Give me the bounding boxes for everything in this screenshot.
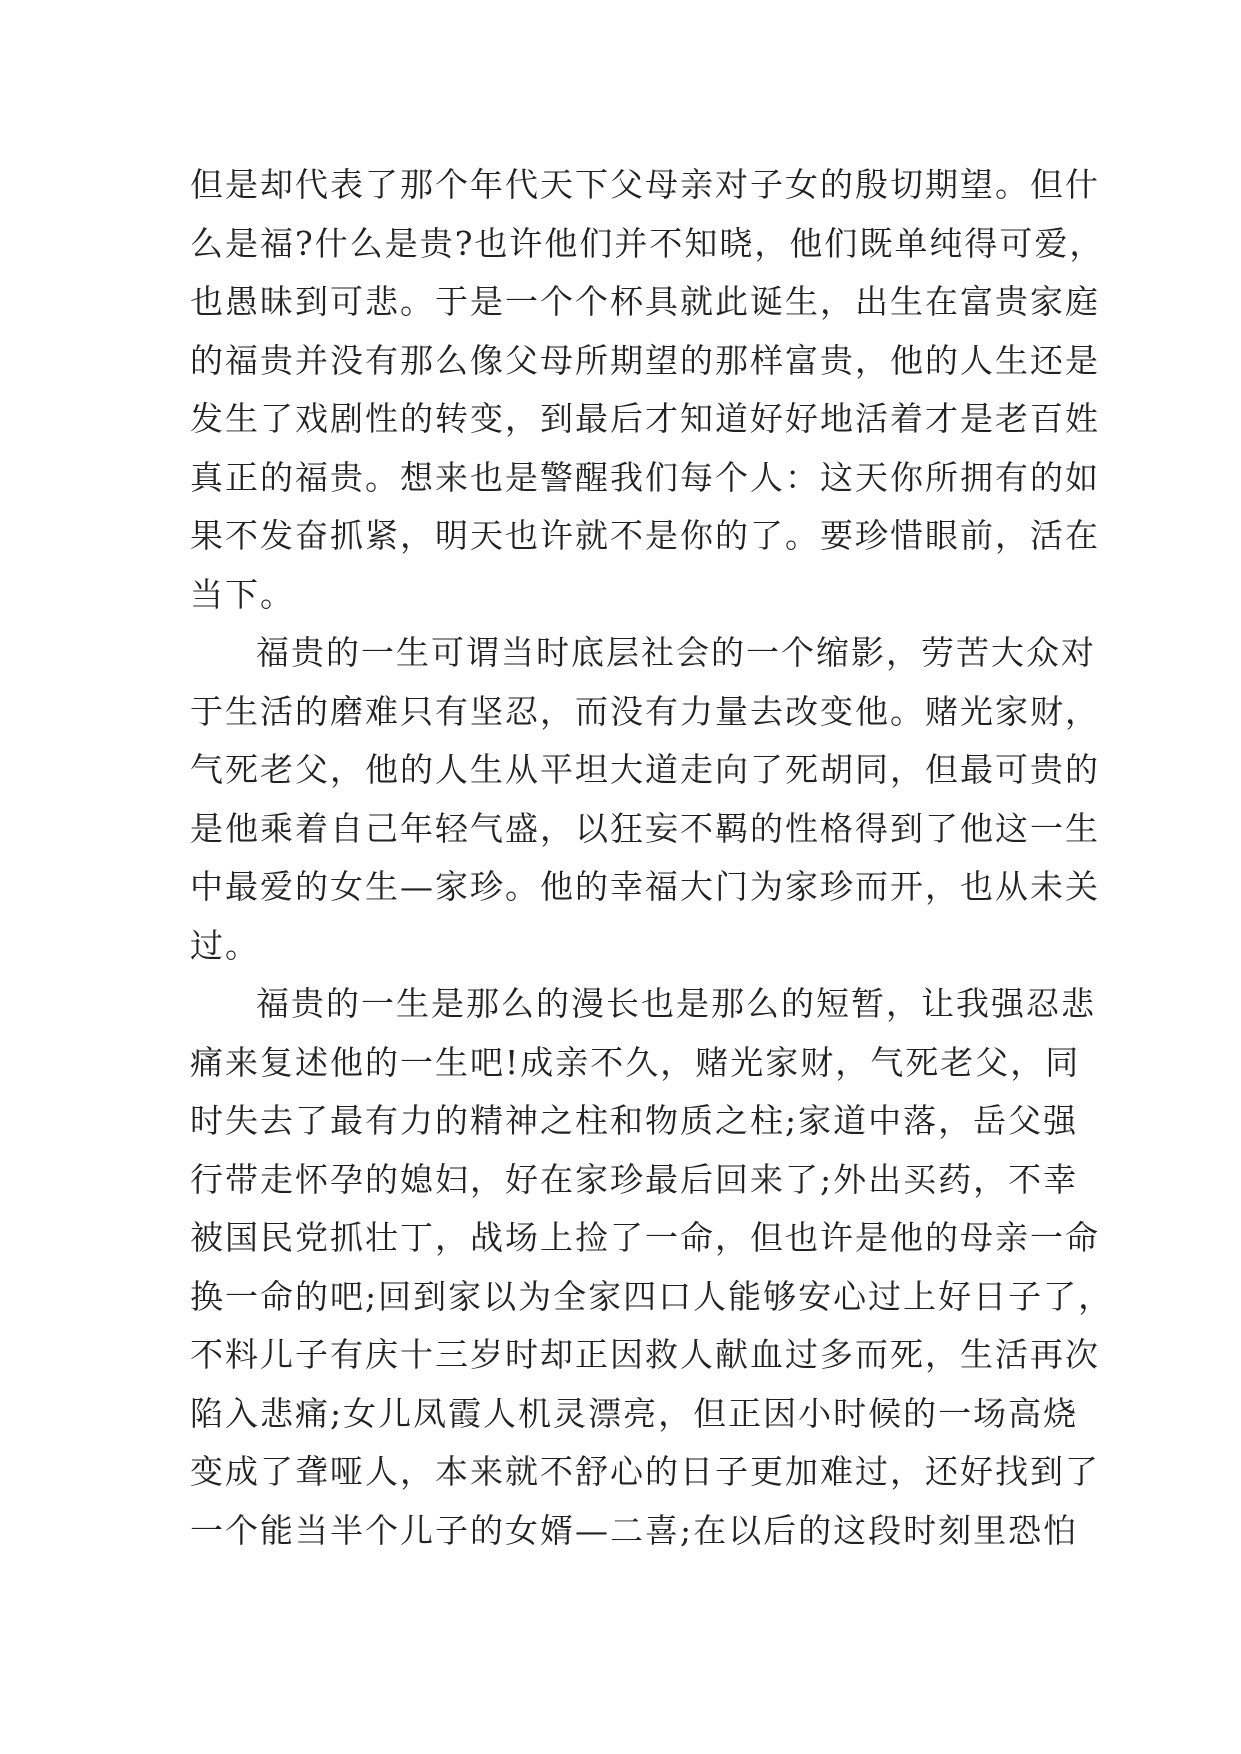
text-line: 换一命的吧;回到家以为全家四口人能够安心过上好日子了， <box>190 1276 1114 1316</box>
paragraph-1 <box>190 156 1105 624</box>
text-line: 被国民党抓壮丁，战场上捡了一命，但也许是他的母亲一命 <box>190 1218 1100 1257</box>
text-line: 不料儿子有庆十三岁时却正因救人献血过多而死，生活再次 <box>190 1335 1100 1374</box>
text-line: 陷入悲痛;女儿凤霞人机灵漂亮，但正因小时候的一场高烧 <box>190 1393 1079 1433</box>
text-line: 么是福?什么是贵?也许他们并不知晓，他们既单纯得可爱， <box>190 223 1105 263</box>
text-line: 果不发奋抓紧，明天也许就不是你的了。要珍惜眼前，活在 <box>190 516 1100 555</box>
text-line: 的福贵并没有那么像父母所期望的那样富贵，他的人生还是 <box>190 340 1100 380</box>
text-line: 变成了聋哑人，本来就不舒心的日子更加难过，还好找到了 <box>190 1452 1100 1491</box>
body-text <box>190 156 1114 1560</box>
text-line: 过。 <box>190 925 260 965</box>
text-line: 但是却代表了那个年代天下父母亲对子女的殷切期望。但什 <box>190 165 1100 204</box>
text-line: 气死老父，他的人生从平坦大道走向了死胡同，但最可贵的 <box>190 750 1100 789</box>
text-line: 福贵的一生可谓当时底层社会的一个缩影，劳苦大众对 <box>256 633 1096 672</box>
text-line: 也愚昧到可悲。于是一个个杯具就此诞生，出生在富贵家庭 <box>190 282 1100 321</box>
text-line: 是他乘着自己年轻气盛，以狂妄不羁的性格得到了他这一生 <box>190 808 1100 848</box>
text-line: 发生了戏剧性的转变，到最后才知道好好地活着才是老百姓 <box>190 399 1100 438</box>
paragraph-2 <box>190 624 1100 975</box>
text-line: 于生活的磨难只有坚忍，而没有力量去改变他。赌光家财， <box>190 691 1100 731</box>
text-line: 真正的福贵。想来也是警醒我们每个人：这天你所拥有的如 <box>190 457 1100 497</box>
text-line: 中最爱的女生—家珍。他的幸福大门为家珍而开，也从未关 <box>190 867 1100 906</box>
text-line: 痛来复述他的一生吧!成亲不久，赌光家财，气死老父，同 <box>190 1042 1081 1082</box>
text-line: 时失去了最有力的精神之柱和物质之柱;家道中落，岳父强 <box>190 1101 1079 1140</box>
text-line: 当下。 <box>190 574 295 614</box>
paragraph-3 <box>190 975 1114 1560</box>
text-line: 行带走怀孕的媳妇，好在家珍最后回来了;外出买药，不幸 <box>190 1159 1079 1199</box>
text-line: 一个能当半个儿子的女婿—二喜;在以后的这段时刻里恐怕 <box>190 1510 1079 1550</box>
text-line: 福贵的一生是那么的漫长也是那么的短暂，让我强忍悲 <box>256 984 1096 1023</box>
